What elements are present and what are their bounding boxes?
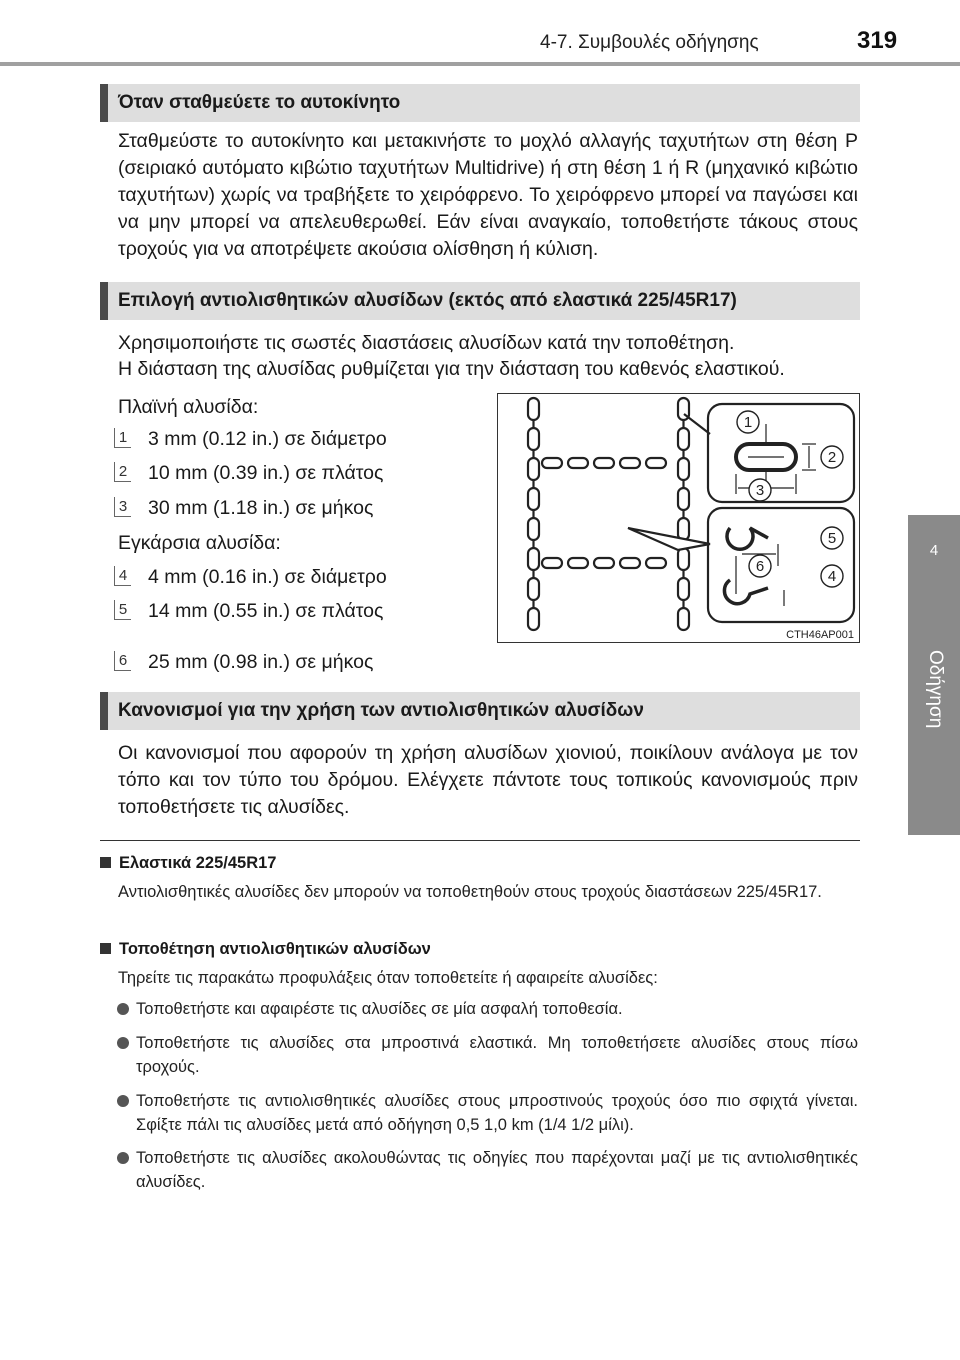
side-chain-right — [678, 398, 689, 630]
notes-divider — [100, 840, 860, 841]
figure-callout: 3 — [755, 482, 765, 499]
spec-number-badge: 2 — [114, 462, 131, 482]
note-heading-tires: Ελαστικά 225/45R17 — [100, 854, 276, 873]
spec-number-badge: 3 — [114, 497, 131, 517]
spec-number-badge: 6 — [114, 651, 131, 671]
figure-callout: 2 — [827, 449, 837, 466]
chains-intro-line-1: Χρησιμοποιήστε τις σωστές διαστάσεις αλυσίδων κατά την τοποθέτηση. — [118, 332, 735, 354]
figure-callout: 5 — [827, 530, 837, 547]
square-bullet-icon — [100, 857, 111, 868]
chapter-label: Οδήγηση — [925, 650, 946, 729]
spec-text: 30 mm (1.18 in.) σε μήκος — [148, 497, 374, 519]
figure-callout: 6 — [755, 558, 765, 575]
regulations-paragraph: Οι κανονισμοί που αφορούν τη χρήση αλυσίδων χιονιού, ποικίλουν ανάλογα με τον τόπο και τον τύπο του δρόμου. Ελέγχετε πάντοτε τους τοπικούς κανονισμούς πριν τοποθετήσετε τις αλυσίδες. — [118, 742, 858, 818]
spec-text: 25 mm (0.98 in.) σε μήκος — [148, 651, 374, 673]
note-text-tires: Αντιολισθητικές αλυσίδες δεν μπορούν να τοποθετηθούν στους τροχούς διαστάσεων 225/45R17. — [118, 883, 822, 901]
cross-chain-lower — [542, 558, 666, 568]
round-bullet-icon — [117, 1095, 129, 1107]
spec-number-badge: 5 — [114, 600, 131, 620]
note-heading-install: Τοποθέτηση αντιολισθητικών αλυσίδων — [100, 940, 431, 959]
side-chain-label: Πλαϊνή αλυσίδα: — [118, 396, 259, 418]
header-rule — [0, 62, 960, 66]
round-bullet-icon — [117, 1003, 129, 1015]
section-heading-chains: Επιλογή αντιολισθητικών αλυσίδων (εκτός από ελαστικά 225/45R17) — [100, 282, 860, 320]
spec-number-badge: 4 — [114, 566, 131, 586]
cross-chain-label: Εγκάρσια αλυσίδα: — [118, 532, 281, 554]
cross-chain-upper — [542, 458, 666, 468]
figure-code: CTH46AP001 — [786, 629, 854, 641]
bullet-text: Τοποθετήστε τις αλυσίδες ακολουθώντας τις οδηγίες που παρέχονται μαζί με τις αντιολισθητικές αλυσίδες. — [136, 1149, 858, 1191]
spec-text: 10 mm (0.39 in.) σε πλάτος — [148, 462, 384, 484]
spec-number-badge: 1 — [114, 428, 131, 448]
bullet-text: Τοποθετήστε και αφαιρέστε τις αλυσίδες σε μία ασφαλή τοποθεσία. — [136, 1000, 623, 1018]
round-bullet-icon — [117, 1152, 129, 1164]
snow-chain-illustration — [497, 393, 860, 643]
bullet-text: Τοποθετήστε τις αντιολισθητικές αλυσίδες στους μπροστινούς τροχούς όσο πιο σφιχτά γίνεται. Σφίξτε πάλι τις αλυσίδες μετά από οδήγηση 0,5 1,0 km (1/4 1/2 μίλι). — [136, 1092, 858, 1134]
parking-paragraph: Σταθμεύστε το αυτοκίνητο και μετακινήστε το μοχλό αλλαγής ταχυτήτων στη θέση P (σειριακό αυτόματο κιβώτιο ταχυτήτων Multidrive) ή στη θέση 1 ή R (μηχανικό κιβώτιο ταχυτήτων) χωρίς να τραβήξετε το χειρόφρενο. Το χειρόφρενο μπορεί να παγώσει και να μην μπορεί να απελευθερωθεί. Εάν είναι αναγκαίο, τοποθετήστε τάκους στους τροχούς για να αποτρέψετε ακούσια ολίσθηση ή κύλιση. — [118, 130, 858, 260]
side-chain-left — [528, 398, 539, 630]
bullet-text: Τοποθετήστε τις αλυσίδες στα μπροστινά ελαστικά. Μη τοποθετήσετε αλυσίδες στους πίσω τροχούς. — [136, 1034, 858, 1076]
chapter-section-title: 4-7. Συμβουλές οδήγησης — [540, 32, 759, 53]
section-heading-parking: Όταν σταθμεύετε το αυτοκίνητο — [100, 84, 860, 122]
page-number: 319 — [857, 27, 898, 54]
round-bullet-icon — [117, 1037, 129, 1049]
chains-intro-line-2: Η διάσταση της αλυσίδας ρυθμίζεται για την διάσταση του καθενός ελαστικού. — [118, 358, 785, 380]
spec-text: 4 mm (0.16 in.) σε διάμετρο — [148, 566, 387, 588]
spec-text: 14 mm (0.55 in.) σε πλάτος — [148, 600, 384, 622]
figure-callout: 4 — [827, 568, 837, 585]
note-intro-install: Τηρείτε τις παρακάτω προφυλάξεις όταν τοποθετείτε ή αφαιρείτε αλυσίδες: — [118, 969, 658, 987]
spec-text: 3 mm (0.12 in.) σε διάμετρο — [148, 428, 387, 450]
chapter-number: 4 — [929, 542, 939, 559]
chain-diagram — [498, 394, 859, 642]
section-heading-regulations: Κανονισμοί για την χρήση των αντιολισθητικών αλυσίδων — [100, 692, 860, 730]
square-bullet-icon — [100, 943, 111, 954]
figure-callout: 1 — [743, 414, 753, 431]
